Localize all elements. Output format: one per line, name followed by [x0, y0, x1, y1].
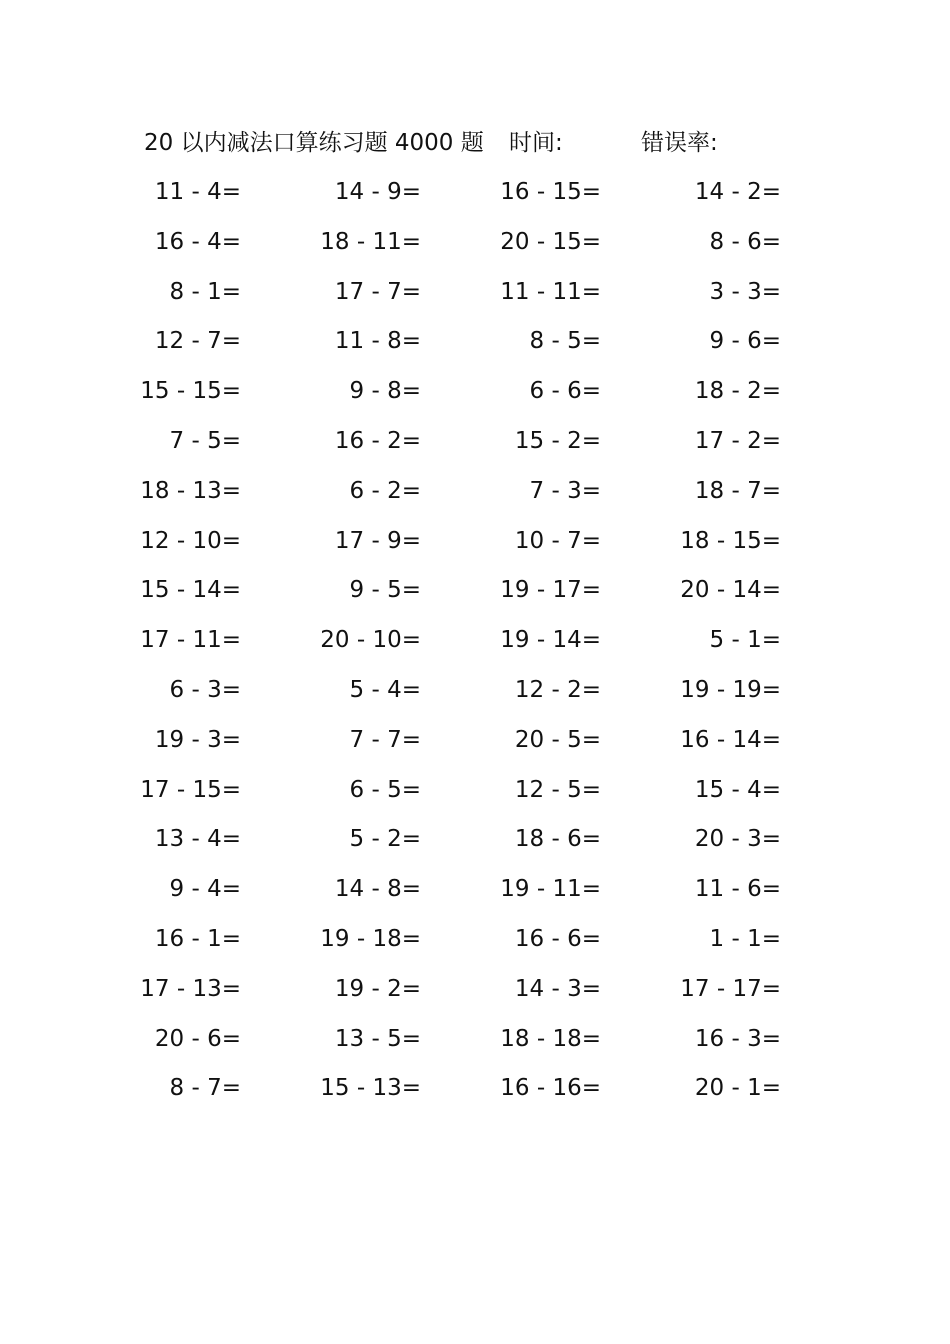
problem-item: 15 - 14= [140, 577, 241, 604]
problem-row [0, 222, 950, 272]
problem-item: 17 - 17= [680, 975, 781, 1002]
problem-item: 12 - 7= [154, 328, 241, 355]
problem-row [0, 1068, 950, 1118]
problem-item: 12 - 10= [140, 527, 241, 554]
worksheet-header [144, 125, 844, 161]
problem-item: 8 - 7= [169, 1075, 241, 1102]
problem-item: 14 - 2= [694, 179, 781, 205]
problem-item: 6 - 2= [349, 477, 421, 504]
problem-item: 7 - 5= [169, 427, 241, 454]
problem-item: 17 - 13= [140, 975, 241, 1002]
problem-item: 16 - 3= [694, 1025, 781, 1052]
problem-item: 19 - 17= [500, 577, 601, 604]
problem-item: 8 - 5= [529, 328, 601, 355]
problem-row [0, 720, 950, 770]
problem-row [0, 371, 950, 421]
problem-row [0, 869, 950, 919]
problem-item: 15 - 4= [694, 776, 781, 803]
problem-row [0, 819, 950, 869]
problem-item: 19 - 3= [154, 726, 241, 753]
problem-row [0, 321, 950, 371]
problem-item: 17 - 2= [694, 427, 781, 454]
problem-row [0, 172, 950, 222]
problem-item: 10 - 7= [514, 527, 601, 554]
problem-item: 7 - 7= [349, 726, 421, 753]
problem-item: 18 - 13= [140, 477, 241, 504]
problem-item: 1 - 1= [709, 925, 781, 952]
problem-grid [0, 172, 950, 1118]
problem-item: 20 - 5= [514, 726, 601, 753]
problem-item: 12 - 2= [514, 676, 601, 703]
problem-item: 18 - 2= [694, 378, 781, 405]
problem-item: 6 - 6= [529, 378, 601, 405]
problem-item: 19 - 14= [500, 627, 601, 654]
problem-row [0, 969, 950, 1019]
problem-item: 16 - 16= [500, 1075, 601, 1102]
problem-row [0, 421, 950, 471]
problem-row [0, 670, 950, 720]
problem-item: 20 - 1= [694, 1075, 781, 1102]
problem-item: 9 - 5= [349, 577, 421, 604]
problem-item: 9 - 8= [349, 378, 421, 405]
problem-item: 18 - 15= [680, 527, 781, 554]
problem-item: 14 - 8= [334, 876, 421, 903]
problem-row [0, 1019, 950, 1069]
problem-item: 16 - 14= [680, 726, 781, 753]
problem-item: 14 - 9= [334, 179, 421, 205]
problem-item: 18 - 11= [320, 228, 421, 255]
problem-item: 17 - 9= [334, 527, 421, 554]
problem-item: 17 - 7= [334, 278, 421, 305]
problem-item: 19 - 19= [680, 676, 781, 703]
problem-item: 12 - 5= [514, 776, 601, 803]
problem-item: 17 - 15= [140, 776, 241, 803]
problem-item: 16 - 2= [334, 427, 421, 454]
problem-item: 19 - 2= [334, 975, 421, 1002]
problem-row [0, 620, 950, 670]
problem-item: 20 - 15= [500, 228, 601, 255]
problem-item: 17 - 11= [140, 627, 241, 654]
problem-item: 5 - 1= [709, 627, 781, 654]
problem-item: 11 - 8= [334, 328, 421, 355]
problem-item: 15 - 2= [514, 427, 601, 454]
problem-item: 11 - 4= [154, 179, 241, 205]
error-rate-label: 错误率: [641, 130, 718, 156]
problem-item: 16 - 15= [500, 179, 601, 205]
problem-row [0, 770, 950, 820]
problem-item: 8 - 6= [709, 228, 781, 255]
problem-item: 16 - 6= [514, 925, 601, 952]
worksheet-title: 20 以内减法口算练习题 4000 题 [144, 130, 484, 156]
problem-row [0, 570, 950, 620]
problem-item: 18 - 6= [514, 826, 601, 853]
problem-item: 15 - 13= [320, 1075, 421, 1102]
problem-item: 7 - 3= [529, 477, 601, 504]
problem-item: 19 - 11= [500, 876, 601, 903]
problem-row [0, 471, 950, 521]
problem-item: 20 - 3= [694, 826, 781, 853]
problem-item: 11 - 11= [500, 278, 601, 305]
problem-item: 16 - 1= [154, 925, 241, 952]
problem-item: 20 - 6= [154, 1025, 241, 1052]
problem-item: 6 - 3= [169, 676, 241, 703]
problem-item: 5 - 2= [349, 826, 421, 853]
time-label: 时间: [509, 130, 563, 156]
problem-item: 14 - 3= [514, 975, 601, 1002]
problem-item: 16 - 4= [154, 228, 241, 255]
problem-item: 13 - 5= [334, 1025, 421, 1052]
problem-item: 18 - 18= [500, 1025, 601, 1052]
problem-item: 5 - 4= [349, 676, 421, 703]
problem-item: 9 - 4= [169, 876, 241, 903]
problem-item: 6 - 5= [349, 776, 421, 803]
problem-item: 3 - 3= [709, 278, 781, 305]
problem-row [0, 919, 950, 969]
problem-item: 9 - 6= [709, 328, 781, 355]
problem-item: 15 - 15= [140, 378, 241, 405]
problem-item: 8 - 1= [169, 278, 241, 305]
problem-row [0, 272, 950, 322]
problem-row [0, 521, 950, 571]
problem-item: 13 - 4= [154, 826, 241, 853]
problem-item: 18 - 7= [694, 477, 781, 504]
problem-item: 20 - 10= [320, 627, 421, 654]
problem-item: 11 - 6= [694, 876, 781, 903]
problem-item: 19 - 18= [320, 925, 421, 952]
problem-item: 20 - 14= [680, 577, 781, 604]
